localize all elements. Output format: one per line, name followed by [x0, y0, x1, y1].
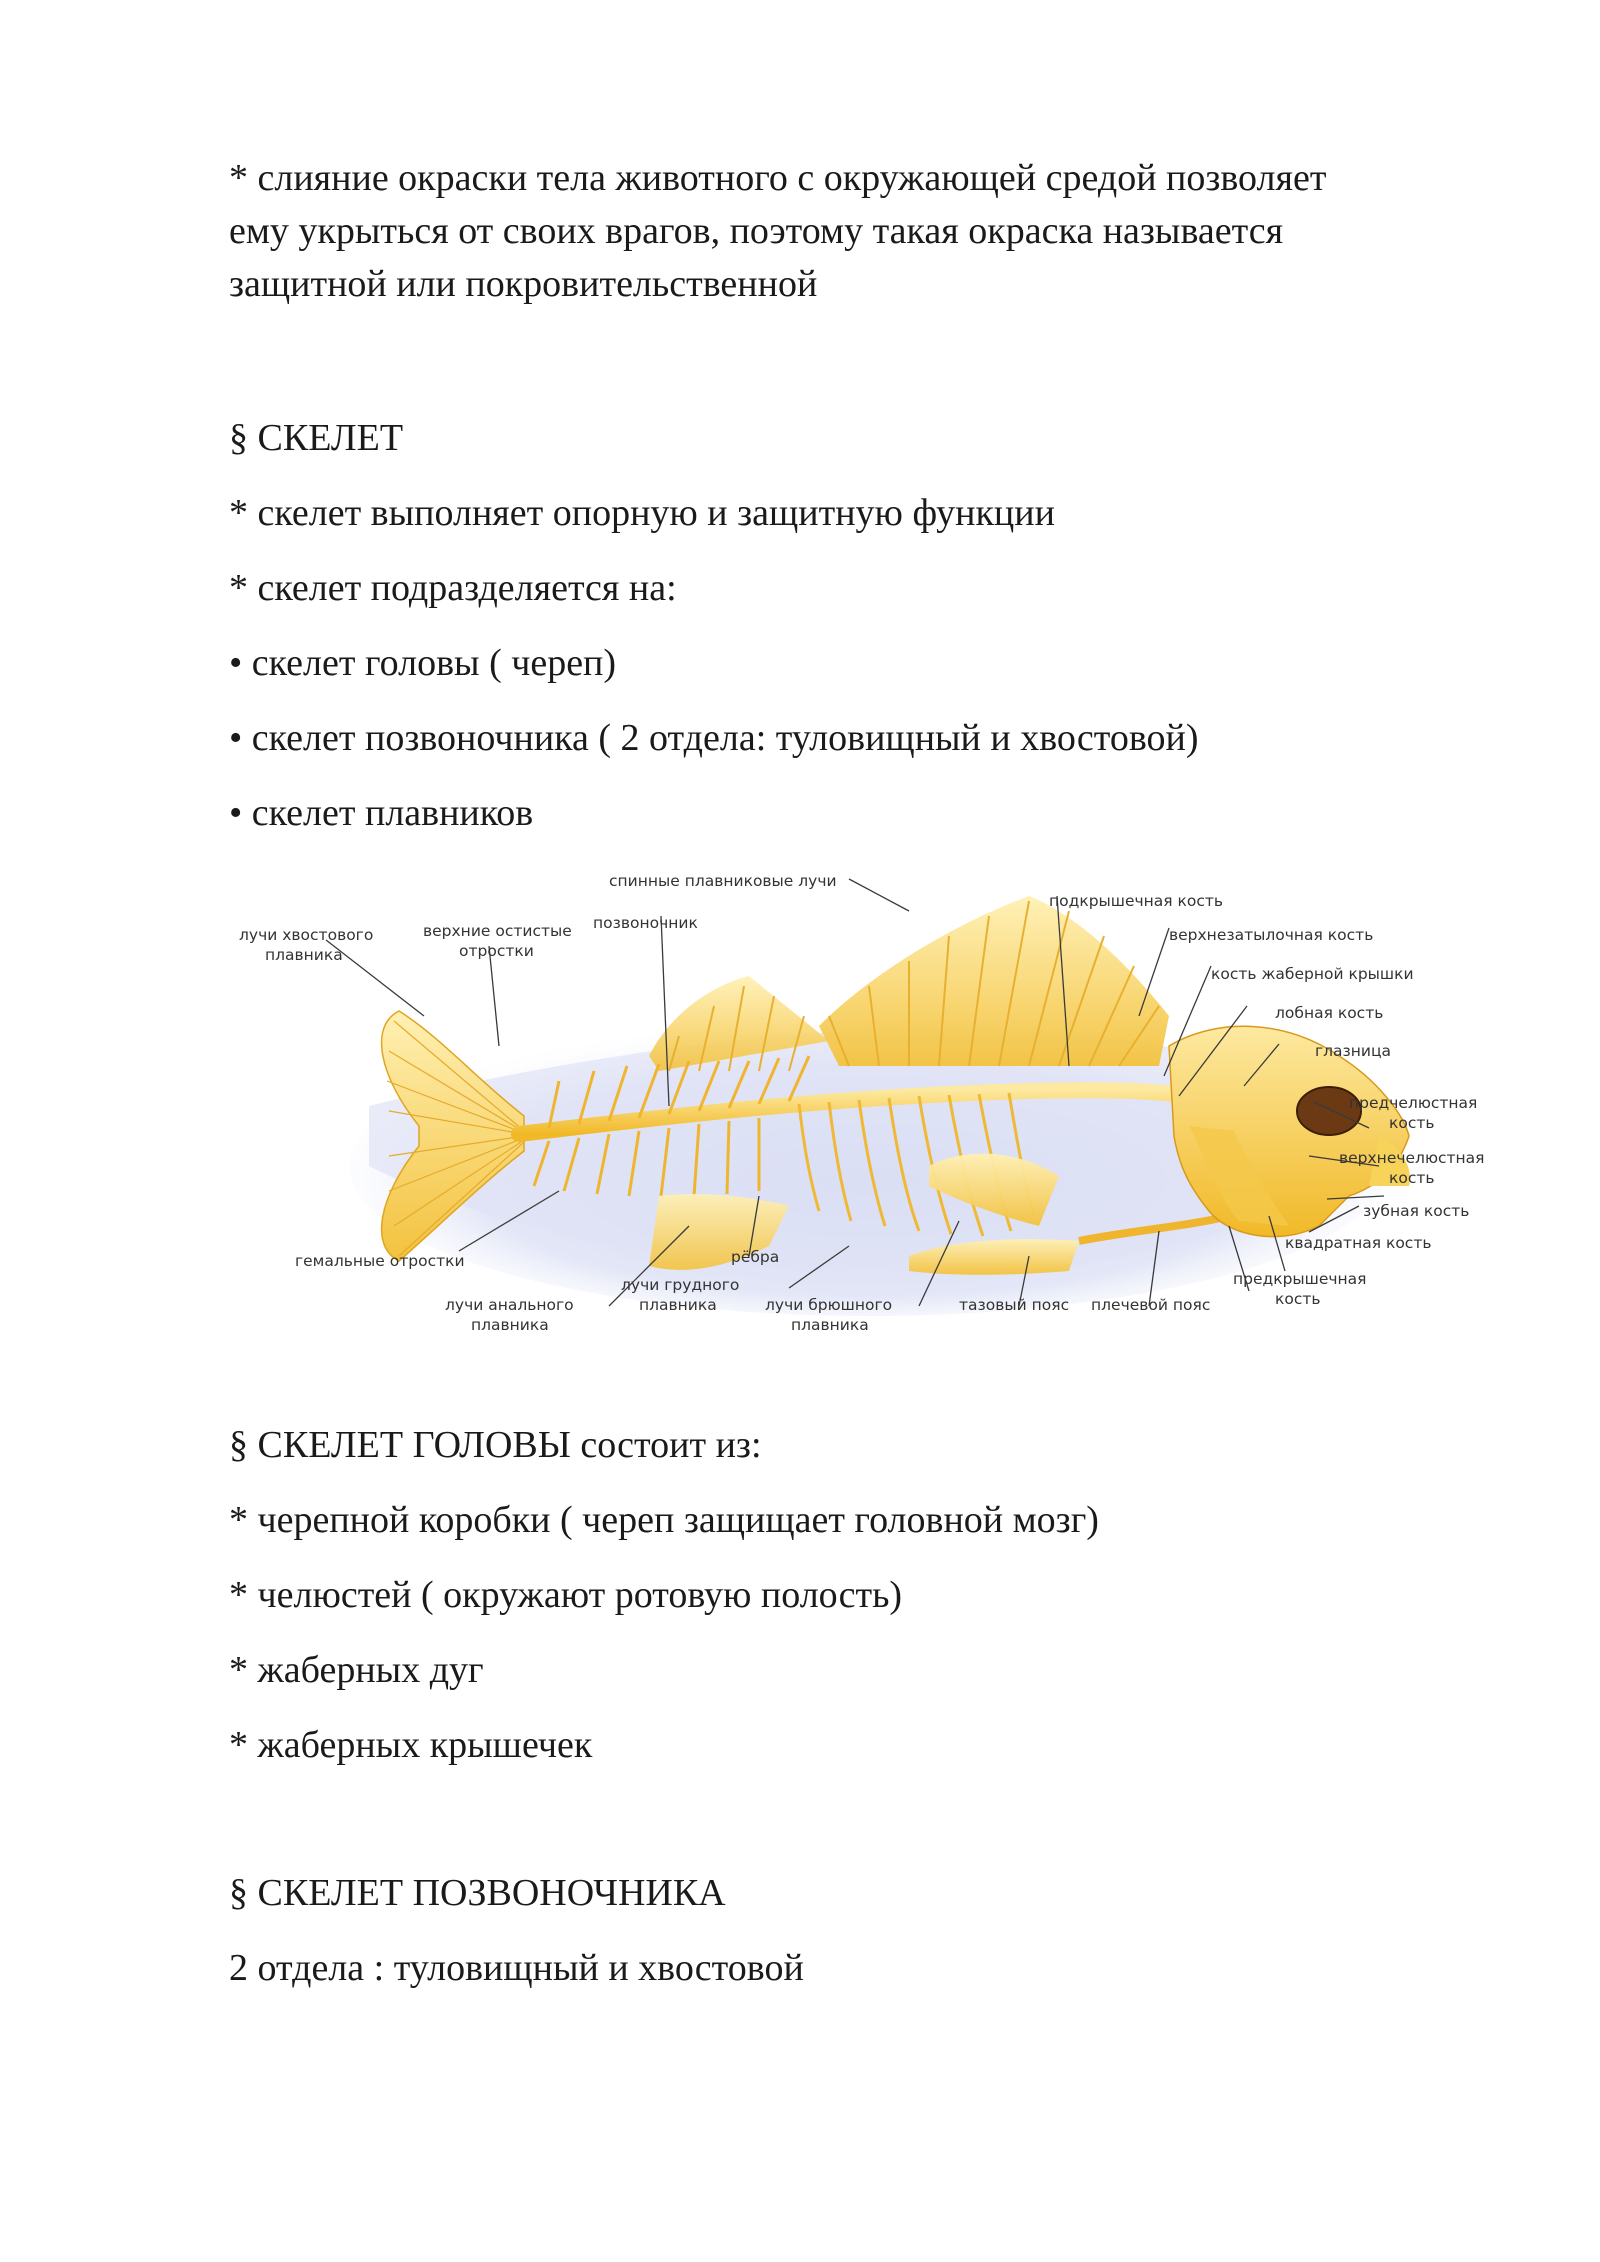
label-premaxilla: предчелюстная	[1349, 1094, 1478, 1112]
label-pelvic-rays: плавника	[791, 1316, 869, 1334]
fish-skeleton-diagram	[229, 866, 1489, 1360]
label-frontal: лобная кость	[1275, 1004, 1384, 1022]
label-opercular: кость жаберной крышки	[1211, 965, 1414, 983]
label-preopercle: предкрышечная	[1233, 1270, 1367, 1288]
label-pelvic-girdle: тазовый пояс	[959, 1296, 1070, 1314]
intro-line-2: ему укрыться от своих врагов, поэтому такая окраска называется	[229, 210, 1284, 252]
label-anal-rays: плавника	[471, 1316, 549, 1334]
fish-skeleton-figure	[229, 866, 1489, 1360]
skeleton-item: * скелет подразделяется на:	[229, 567, 677, 609]
label-dorsal-rays: спинные плавниковые лучи	[609, 872, 837, 890]
label-supraoccipital: верхнезатылочная кость	[1169, 926, 1374, 944]
label-pectoral-rays: лучи грудного	[621, 1276, 740, 1294]
label-orbit: глазница	[1315, 1042, 1392, 1060]
label-dentary: зубная кость	[1363, 1202, 1470, 1220]
spine-text: 2 отдела : туловищный и хвостовой	[229, 1947, 804, 1989]
label-caudal-rays: плавника	[265, 946, 343, 964]
intro-line-1: * слияние окраски тела животного с окружающей средой позволяет	[229, 157, 1327, 199]
intro-line-3: защитной или покровительственной	[229, 263, 818, 305]
skeleton-item: • скелет головы ( череп)	[229, 642, 617, 684]
label-premaxilla: кость	[1389, 1114, 1435, 1132]
label-maxilla: кость	[1389, 1169, 1435, 1187]
skeleton-heading: § СКЕЛЕТ	[229, 417, 404, 459]
label-haemal: гемальные отростки	[295, 1252, 465, 1270]
skeleton-item: • скелет плавников	[229, 792, 534, 834]
label-spinous: отростки	[459, 942, 534, 960]
label-caudal-rays: лучи хвостового	[239, 926, 374, 944]
head-item: * черепной коробки ( череп защищает головной мозг)	[229, 1499, 1099, 1541]
label-pectoral-rays: плавника	[639, 1296, 717, 1314]
spine-heading: § СКЕЛЕТ ПОЗВОНОЧНИКА	[229, 1872, 726, 1914]
label-ribs: рёбра	[731, 1248, 780, 1266]
label-shoulder-girdle: плечевой пояс	[1091, 1296, 1211, 1314]
head-item: * жаберных дуг	[229, 1649, 484, 1691]
head-heading: § СКЕЛЕТ ГОЛОВЫ состоит из:	[229, 1424, 762, 1466]
label-anal-rays: лучи анального	[445, 1296, 574, 1314]
front-dorsal-fin	[819, 896, 1169, 1066]
label-preopercular-top: подкрышечная кость	[1049, 892, 1224, 910]
label-preopercle: кость	[1275, 1290, 1321, 1308]
label-spinous: верхние остистые	[423, 922, 572, 940]
label-maxilla: верхнечелюстная	[1339, 1149, 1485, 1167]
head-item: * челюстей ( окружают ротовую полость)	[229, 1574, 903, 1616]
label-vertebra: позвоночник	[593, 914, 698, 932]
label-quadrate: квадратная кость	[1285, 1234, 1432, 1252]
label-pelvic-rays: лучи брюшного	[765, 1296, 893, 1314]
head-item: * жаберных крышечек	[229, 1724, 593, 1766]
skeleton-item: * скелет выполняет опорную и защитную функции	[229, 492, 1055, 534]
skeleton-item: • скелет позвоночника ( 2 отдела: туловищный и хвостовой)	[229, 717, 1199, 759]
